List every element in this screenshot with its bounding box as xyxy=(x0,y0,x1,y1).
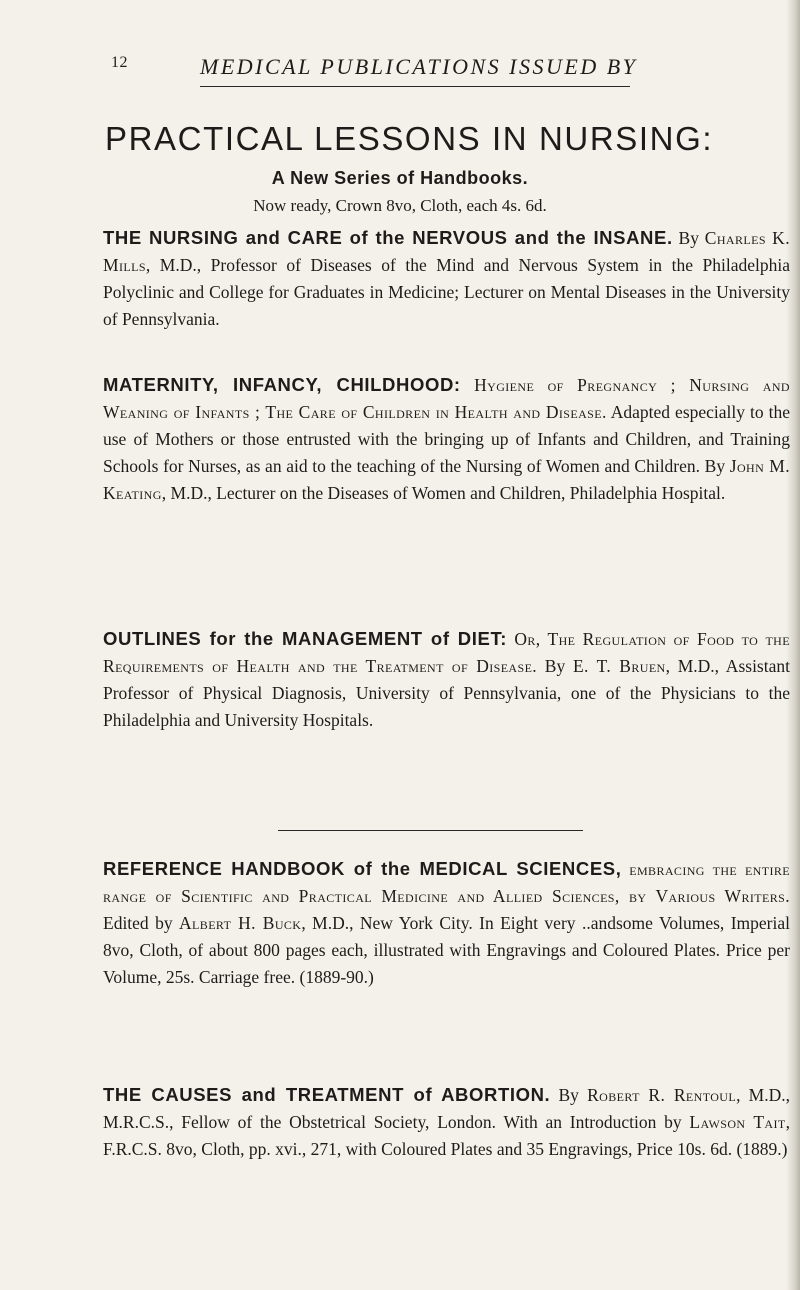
entry-title: MATERNITY, INFANCY, CHILDHOOD: xyxy=(103,374,461,395)
entry-rest: , M.D., Lecturer on the Diseases of Women and Children, Philadelphia Hospital. xyxy=(161,483,726,503)
entry-lead: Edited by xyxy=(103,913,180,933)
entry-author: E. T. Bruen xyxy=(572,656,666,676)
entry-maternity-infancy-childhood xyxy=(103,371,790,507)
entry-body: , M.D., M.R.C.S., Fellow of the Obstetrical Society, London. With an Introduction by xyxy=(103,1085,790,1132)
entry-title: THE NURSING and CARE of the NERVOUS and the INSANE. xyxy=(103,227,673,248)
entry-rest: , F.R.C.S. 8vo, Cloth, pp. xvi., 271, with Coloured Plates and 35 Engravings, Price 10s. 6d. (1889.) xyxy=(103,1112,790,1159)
header-rule xyxy=(200,86,630,87)
entry-management-of-diet xyxy=(103,625,790,734)
entry-title: OUTLINES for the MANAGEMENT of DIET: xyxy=(103,628,508,649)
entry-subtitle: Or, The Regulation of Food to the Requirements of Health and the Treatment of Disease. xyxy=(103,629,790,676)
entry-lead: By xyxy=(537,656,573,676)
series-note: Now ready, Crown 8vo, Cloth, each 4s. 6d. xyxy=(253,196,547,215)
entry-subtitle: Hygiene of Pregnancy ; Nursing and Weaning of Infants ; The Care of Children in Health and Disease. xyxy=(103,375,790,422)
entry-lead: By xyxy=(672,228,705,248)
entry-lead: By xyxy=(550,1085,588,1105)
entry-body: Adapted especially to the use of Mothers or those entrusted with the bringing up of Infants and Children, and Training Schools for Nurses, as an aid to the teaching of the Nursing of Women and Children. By xyxy=(103,402,790,476)
entry-title: REFERENCE HANDBOOK of the MEDICAL SCIENCES, xyxy=(103,858,622,879)
entry-body: , M.D., Professor of Diseases of the Mind and Nervous System in the Philadelphia Polyclinic and College for Graduates in Medicine; Lecturer on Mental Diseases in the University of Pennsylvania. xyxy=(103,255,790,329)
entry-subtitle: embracing the entire range of Scientific and Practical Medicine and Allied Sciences, by Various Writers. xyxy=(103,859,790,906)
entry-author: Albert H. Buck xyxy=(179,913,302,933)
entry-causes-treatment-abortion xyxy=(103,1081,790,1163)
section-divider xyxy=(278,830,583,831)
entry-body: , M.D., New York City. In Eight very ..andsome Volumes, Imperial 8vo, Cloth, of about 800 pages each, illustrated with Engravings and Coloured Plates. Price per Volume, 25s. Carriage free. (1889-90.) xyxy=(103,913,790,987)
entry-author: Charles K. Mills xyxy=(103,228,790,275)
entry-body: , M.D., Assistant Professor of Physical Diagnosis, University of Pennsylvania, one of the Physicians to the Philadelphia and University Hospitals. xyxy=(103,656,790,730)
entry-reference-handbook xyxy=(103,855,790,991)
entry-title: THE CAUSES and TREATMENT of ABORTION. xyxy=(103,1084,551,1105)
series-title: PRACTICAL LESSONS IN NURSING: xyxy=(105,120,714,157)
page-number: 12 xyxy=(111,54,128,71)
running-head: MEDICAL PUBLICATIONS ISSUED BY xyxy=(200,54,638,79)
entry-author: John M. Keating xyxy=(103,456,790,503)
series-subtitle: A New Series of Handbooks. xyxy=(271,168,529,188)
entry-nursing-nervous-insane xyxy=(103,224,790,333)
entry-author: Robert R. Rentoul xyxy=(587,1085,737,1105)
entry-author-2: Lawson Tait xyxy=(689,1112,786,1132)
